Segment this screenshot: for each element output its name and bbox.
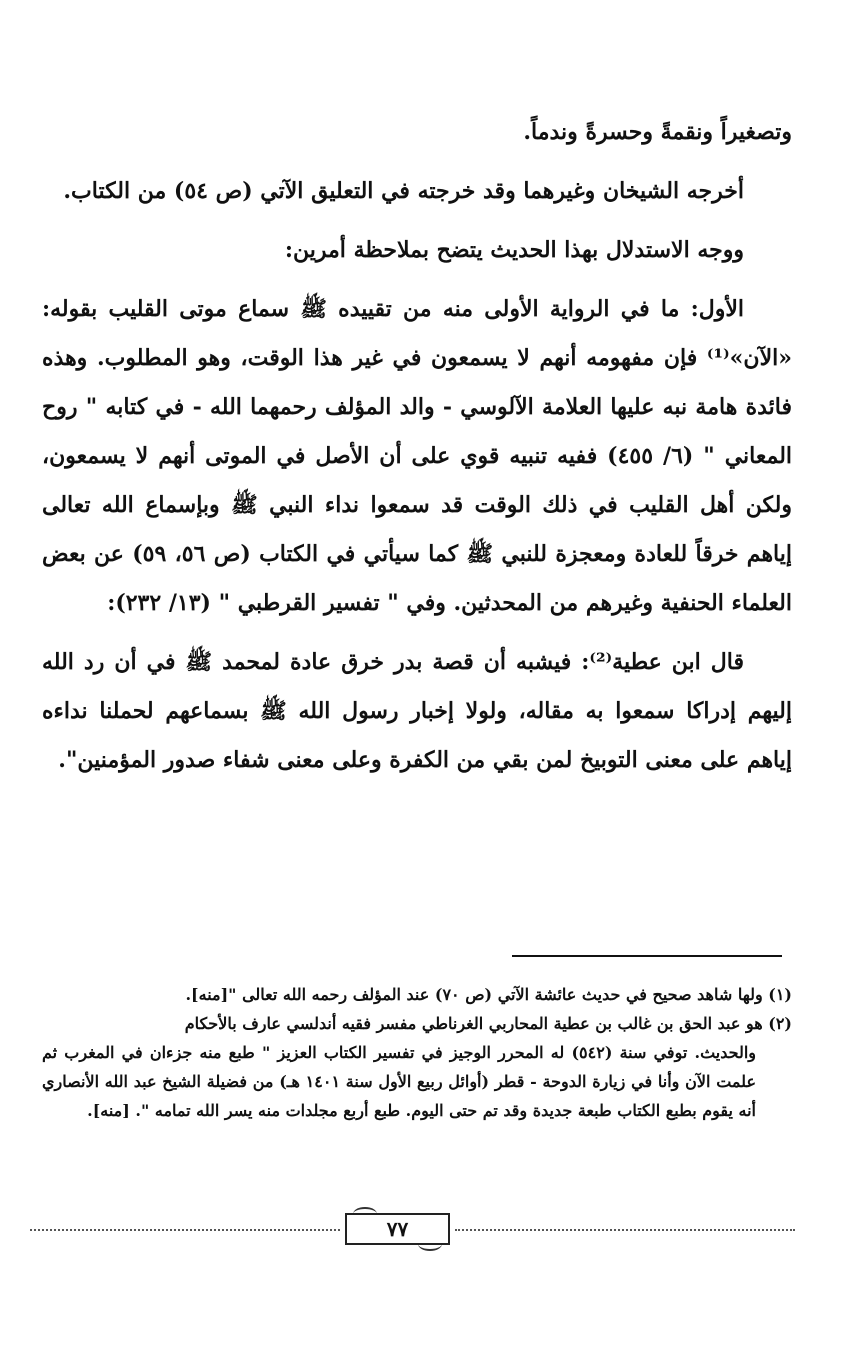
- page-footer: [30, 1213, 795, 1253]
- main-text: [42, 108, 792, 785]
- paragraph-2: أخرجه الشيخان وغيرهما وقد خرجته في التعليق الآتي (ص ٥٤) من الكتاب.: [63, 178, 744, 204]
- ornament-icon: [353, 1207, 377, 1221]
- footer-dotted-rule-right: [455, 1229, 795, 1231]
- footnote-2-continued: والحديث. توفي سنة (٥٤٢) له المحرر الوجيز في تفسير الكتاب العزيز " طبع منه جزءان في المغرب ثم علمت الآن وأنا في زيارة الدوحة - قطر (أوائل ربيع الأول سنة ١٤٠١ هـ) من فضيلة الشيخ عبد الله الأنصاري أنه يقوم بطبع الكتاب طبعة جديدة وقد تم حتى اليوم. طبع أربع مجلدات منه يسر الله تمامه ". [منه].: [42, 1043, 757, 1120]
- footnote-divider: [512, 955, 782, 957]
- paragraph-3: ووجه الاستدلال بهذا الحديث يتضح بملاحظة أمرين:: [284, 237, 744, 263]
- footnote-2: (٢) هو عبد الحق بن غالب بن عطية المحاربي الغرناطي مفسر فقيه أندلسي عارف بالأحكام: [184, 1014, 792, 1033]
- paragraph-5: قال ابن عطية⁽²⁾: فيشبه أن قصة بدر خرق عادة لمحمد ﷺ في أن رد الله إليهم إدراكا سمعوا به مقاله، ولولا إخبار رسول الله ﷺ بسماعهم لحملنا نداءه إياهم على معنى التوبيخ لمن بقي من الكفرة وعلى معنى شفاء صدور المؤمنين".: [42, 649, 792, 773]
- footer-dotted-rule-left: [30, 1229, 340, 1231]
- page-number: ٧٧: [386, 1217, 409, 1241]
- footnote-1: (١) ولها شاهد صحيح في حديث عائشة الآتي (ص ٧٠) عند المؤلف رحمه الله تعالى "[منه].: [185, 985, 792, 1004]
- ornament-icon: [418, 1237, 442, 1251]
- page-number-frame: [345, 1213, 450, 1245]
- footnotes: [42, 980, 792, 1125]
- paragraph-1: وتصغيراً ونقمةً وحسرةً وندماً.: [523, 119, 792, 145]
- paragraph-4: الأول: ما في الرواية الأولى منه من تقييده ﷺ سماع موتى القليب بقوله: «الآن»⁽¹⁾ فإن مفهومه أنهم لا يسمعون في غير هذا الوقت، وهو المطلوب. وهذه فائدة هامة نبه عليها العلامة الآلوسي - والد المؤلف رحمهما الله - في كتابه " روح المعاني " (٦/ ٤٥٥) ففيه تنبيه قوي على أن الأصل في الموتى أنهم لا يسمعون، ولكن أهل القليب في ذلك الوقت قد سمعوا نداء النبي ﷺ وبإسماع الله تعالى إياهم خرقاً للعادة ومعجزة للنبي ﷺ كما سيأتي في الكتاب (ص ٥٦، ٥٩) عن بعض العلماء الحنفية وغيرهم من المحدثين. وفي " تفسير القرطبي " (١٣/ ٢٣٢):: [42, 296, 793, 616]
